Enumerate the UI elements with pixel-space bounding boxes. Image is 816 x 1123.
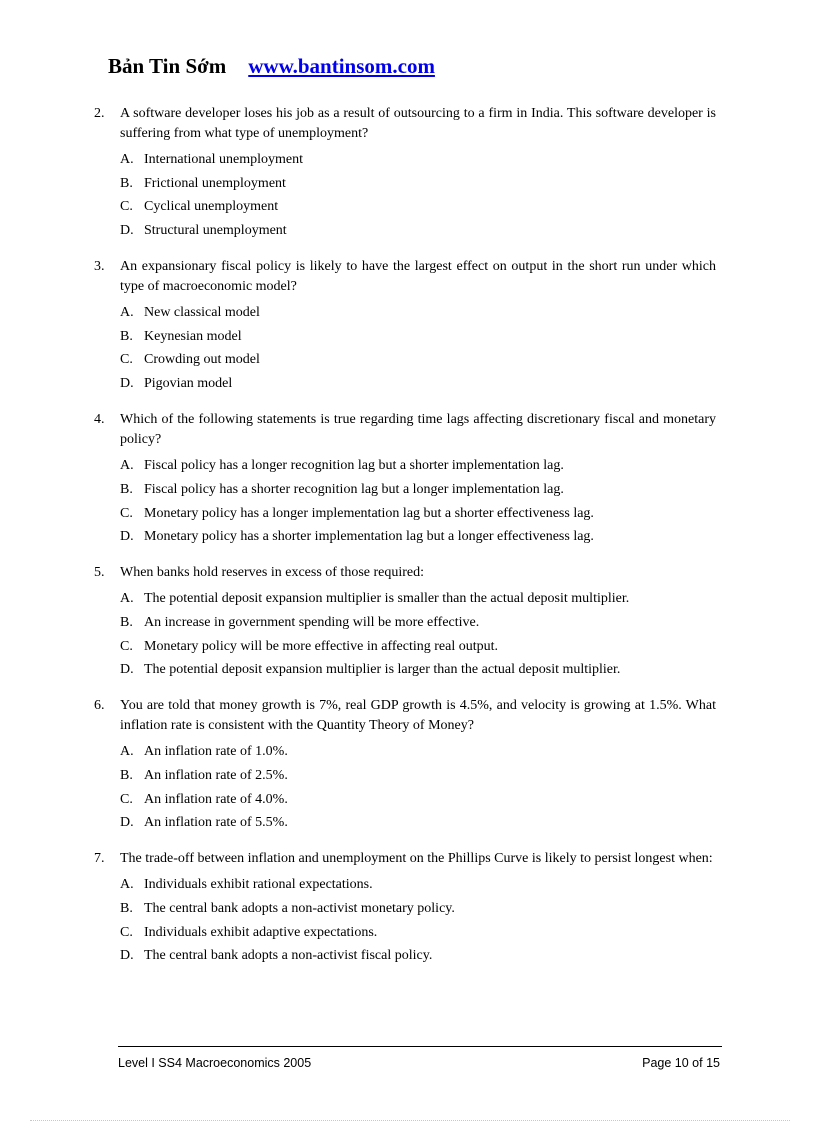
question-number: 7. bbox=[94, 851, 105, 867]
option-letter: A. bbox=[120, 305, 134, 321]
option-letter: D. bbox=[120, 662, 134, 678]
answer-option bbox=[94, 504, 716, 524]
option-letter: C. bbox=[120, 199, 133, 215]
answer-option bbox=[94, 527, 716, 547]
option-text: Cyclical unemployment bbox=[144, 199, 279, 215]
option-letter: A. bbox=[120, 458, 134, 474]
question-stem bbox=[94, 104, 716, 144]
answer-option bbox=[94, 150, 716, 170]
option-letter: A. bbox=[120, 877, 134, 893]
answer-option bbox=[94, 813, 716, 833]
option-letter: B. bbox=[120, 481, 133, 497]
option-letter: A. bbox=[120, 591, 134, 607]
option-letter: D. bbox=[120, 529, 134, 545]
option-text: Structural unemployment bbox=[144, 223, 287, 239]
option-text: Monetary policy will be more effective in affecting real output. bbox=[144, 638, 499, 654]
option-text: An inflation rate of 1.0%. bbox=[144, 744, 288, 760]
question-text: Which of the following statements is true regarding time lags affecting discretionary fiscal and monetary policy? bbox=[120, 412, 716, 448]
answer-options bbox=[94, 742, 716, 833]
question-number: 5. bbox=[94, 565, 105, 581]
answer-option bbox=[94, 637, 716, 657]
answer-option bbox=[94, 875, 716, 895]
question-number: 6. bbox=[94, 698, 105, 714]
option-text: An increase in government spending will be more effective. bbox=[144, 614, 480, 630]
answer-option bbox=[94, 327, 716, 347]
footer-course: Level I SS4 Macroeconomics 2005 bbox=[118, 1056, 312, 1070]
option-text: Crowding out model bbox=[144, 352, 260, 368]
footer-page-number: Page 10 of 15 bbox=[642, 1056, 720, 1070]
option-letter: C. bbox=[120, 505, 133, 521]
option-letter: A. bbox=[120, 744, 134, 760]
question-item bbox=[94, 849, 716, 966]
answer-option bbox=[94, 589, 716, 609]
question-text: A software developer loses his job as a result of outsourcing to a firm in India. This software developer is suffering from what type of unemployment? bbox=[120, 106, 716, 141]
answer-option bbox=[94, 946, 716, 966]
answer-option bbox=[94, 766, 716, 786]
question-number: 2. bbox=[94, 106, 105, 121]
answer-option bbox=[94, 174, 716, 194]
page-footer bbox=[118, 1056, 720, 1070]
question-text: You are told that money growth is 7%, real GDP growth is 4.5%, and velocity is growing at 1.5%. What inflation rate is consistent with the Quantity Theory of Money? bbox=[120, 698, 716, 734]
answer-options bbox=[94, 150, 716, 241]
option-text: The potential deposit expansion multiplier is smaller than the actual deposit multiplier. bbox=[144, 591, 630, 607]
answer-options bbox=[94, 875, 716, 966]
option-text: Individuals exhibit adaptive expectations. bbox=[144, 924, 378, 940]
answer-options bbox=[94, 456, 716, 547]
option-text: The potential deposit expansion multiplier is larger than the actual deposit multiplier. bbox=[144, 662, 621, 678]
question-text: An expansionary fiscal policy is likely to have the largest effect on output in the short run under which type of macroeconomic model? bbox=[120, 259, 716, 295]
question-list bbox=[94, 104, 716, 982]
answer-option bbox=[94, 480, 716, 500]
page-header bbox=[108, 54, 435, 79]
question-number: 3. bbox=[94, 259, 105, 275]
option-text: New classical model bbox=[144, 305, 260, 321]
question-text: The trade-off between inflation and unemployment on the Phillips Curve is likely to persist longest when: bbox=[120, 851, 713, 867]
option-letter: C. bbox=[120, 352, 133, 368]
answer-option bbox=[94, 374, 716, 394]
question-stem bbox=[94, 849, 716, 869]
question-number: 4. bbox=[94, 412, 105, 428]
question-item bbox=[94, 257, 716, 394]
answer-option bbox=[94, 613, 716, 633]
answer-option bbox=[94, 660, 716, 680]
option-text: An inflation rate of 5.5%. bbox=[144, 815, 288, 831]
option-text: Monetary policy has a shorter implementation lag but a longer effectiveness lag. bbox=[144, 529, 594, 545]
question-stem bbox=[94, 696, 716, 736]
site-link[interactable]: www.bantinsom.com bbox=[248, 54, 435, 78]
option-text: Pigovian model bbox=[144, 376, 233, 392]
option-text: Individuals exhibit rational expectations. bbox=[144, 877, 373, 893]
option-letter: B. bbox=[120, 767, 133, 783]
option-letter: D. bbox=[120, 815, 134, 831]
answer-options bbox=[94, 589, 716, 680]
answer-option bbox=[94, 899, 716, 919]
option-letter: B. bbox=[120, 175, 133, 191]
answer-options bbox=[94, 303, 716, 394]
answer-option bbox=[94, 303, 716, 323]
option-letter: B. bbox=[120, 614, 133, 630]
option-text: Keynesian model bbox=[144, 328, 242, 344]
brand-title: Bản Tin Sớm bbox=[108, 54, 227, 78]
option-text: An inflation rate of 4.0%. bbox=[144, 791, 288, 807]
option-letter: D. bbox=[120, 223, 134, 239]
answer-option bbox=[94, 923, 716, 943]
option-letter: D. bbox=[120, 376, 134, 392]
footer-divider bbox=[118, 1046, 722, 1047]
question-stem bbox=[94, 563, 716, 583]
answer-option bbox=[94, 350, 716, 370]
option-letter: D. bbox=[120, 948, 134, 964]
question-stem bbox=[94, 410, 716, 450]
option-text: An inflation rate of 2.5%. bbox=[144, 767, 288, 783]
question-item bbox=[94, 696, 716, 833]
question-item bbox=[94, 104, 716, 241]
option-text: The central bank adopts a non-activist fiscal policy. bbox=[144, 948, 433, 964]
option-letter: B. bbox=[120, 328, 133, 344]
option-letter: C. bbox=[120, 791, 133, 807]
question-item bbox=[94, 563, 716, 680]
question-stem bbox=[94, 257, 716, 297]
option-letter: A. bbox=[120, 152, 134, 167]
option-text: Fiscal policy has a longer recognition lag but a shorter implementation lag. bbox=[144, 458, 564, 474]
answer-option bbox=[94, 197, 716, 217]
answer-option bbox=[94, 221, 716, 241]
option-letter: B. bbox=[120, 901, 133, 916]
page-bottom-border bbox=[30, 1120, 790, 1121]
option-letter: C. bbox=[120, 924, 133, 940]
answer-option bbox=[94, 742, 716, 762]
option-text: Monetary policy has a longer implementation lag but a shorter effectiveness lag. bbox=[144, 505, 594, 521]
answer-option bbox=[94, 456, 716, 476]
question-text: When banks hold reserves in excess of those required: bbox=[120, 565, 425, 581]
option-text: The central bank adopts a non-activist monetary policy. bbox=[144, 901, 455, 916]
option-text: International unemployment bbox=[144, 152, 304, 167]
question-item bbox=[94, 410, 716, 547]
option-text: Fiscal policy has a shorter recognition lag but a longer implementation lag. bbox=[144, 481, 564, 497]
option-text: Frictional unemployment bbox=[144, 175, 286, 191]
answer-option bbox=[94, 790, 716, 810]
option-letter: C. bbox=[120, 638, 133, 654]
